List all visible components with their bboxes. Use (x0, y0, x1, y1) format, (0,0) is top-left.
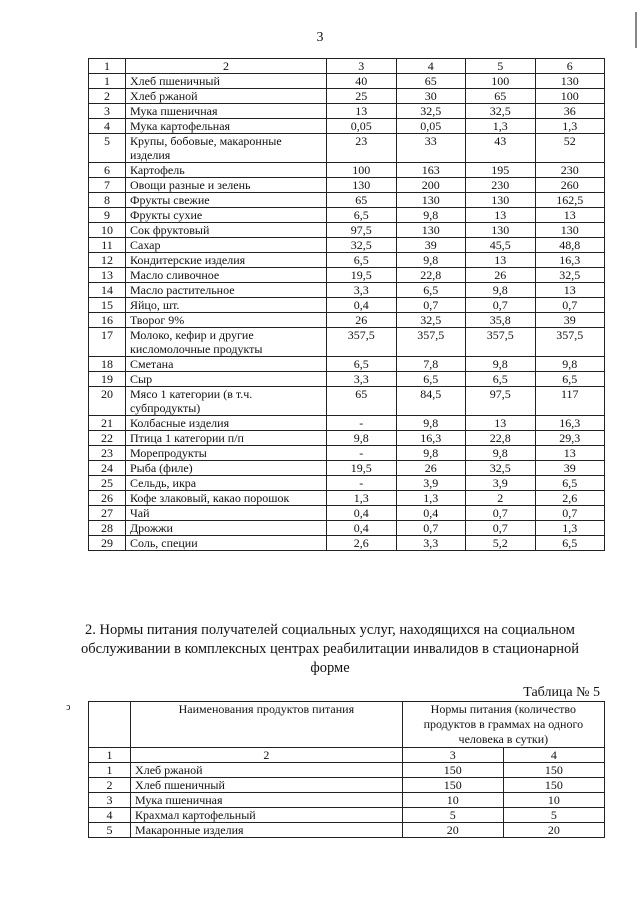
norm-value-cell: 29,3 (535, 431, 605, 446)
norm-value-cell: 0,4 (396, 506, 466, 521)
norm-value-cell: 97,5 (327, 223, 397, 238)
table-row (89, 763, 605, 778)
norm-value-cell: 357,5 (396, 328, 466, 357)
table-row (89, 223, 605, 238)
norm-value-cell: 35,8 (466, 313, 536, 328)
norm-value-cell: 6,5 (466, 372, 536, 387)
product-name-cell: Фрукты свежие (126, 193, 327, 208)
row-number-cell: 1 (89, 763, 131, 778)
product-name-cell: Масло сливочное (126, 268, 327, 283)
product-name-cell: Сок фруктовый (126, 223, 327, 238)
table-row (89, 178, 605, 193)
norm-value-cell: 150 (402, 763, 503, 778)
norm-value-cell: 0,4 (327, 298, 397, 313)
norm-value-cell: 10 (402, 793, 503, 808)
norm-value-cell: 19,5 (327, 268, 397, 283)
norm-value-cell: 45,5 (466, 238, 536, 253)
norm-value-cell: 9,8 (396, 446, 466, 461)
product-name-cell: Дрожжи (126, 521, 327, 536)
product-name-cell: Сельдь, икра (126, 476, 327, 491)
norm-value-cell: 3,9 (466, 476, 536, 491)
table-row (89, 372, 605, 387)
food-norms-table (88, 58, 605, 551)
product-name-cell: Сыр (126, 372, 327, 387)
norm-value-cell: 20 (402, 823, 503, 838)
table-row (89, 506, 605, 521)
norm-value-cell: 0,4 (327, 521, 397, 536)
norm-value-cell: 9,8 (396, 416, 466, 431)
norm-value-cell: 130 (535, 223, 605, 238)
product-name-cell: Птица 1 категории п/п (126, 431, 327, 446)
product-name-cell: Кондитерские изделия (126, 253, 327, 268)
norm-value-cell: 5 (402, 808, 503, 823)
norm-value-cell: 32,5 (327, 238, 397, 253)
norm-value-cell: 13 (466, 253, 536, 268)
table-row (89, 823, 605, 838)
section-heading: 2. Нормы питания получателей социальных услуг, находящихся на социальном обслуживании в комплексных центрах реабилитации инвалидов в стационарной форме (81, 622, 579, 676)
norm-value-cell: 65 (327, 193, 397, 208)
norm-value-cell: 65 (396, 74, 466, 89)
product-name-cell: Хлеб пшеничный (131, 778, 403, 793)
norm-value-cell: 7,8 (396, 357, 466, 372)
norm-value-cell: 32,5 (535, 268, 605, 283)
norm-value-cell: 65 (327, 387, 397, 416)
norm-value-cell: 195 (466, 163, 536, 178)
column-number-cell: 1 (89, 59, 126, 74)
column-number-cell: 6 (535, 59, 605, 74)
product-name-cell: Яйцо, шт. (126, 298, 327, 313)
table-row (89, 778, 605, 793)
norm-value-cell: 1,3 (396, 491, 466, 506)
table-row (89, 793, 605, 808)
norm-value-cell: 9,8 (396, 253, 466, 268)
table-row (89, 208, 605, 223)
norm-value-cell: 150 (402, 778, 503, 793)
row-number-cell: 3 (89, 104, 126, 119)
norm-value-cell: 36 (535, 104, 605, 119)
row-number-cell: 5 (89, 823, 131, 838)
norm-value-cell: 130 (396, 193, 466, 208)
table-row (89, 283, 605, 298)
product-name-cell: Кофе злаковый, какао порошок (126, 491, 327, 506)
column-number-cell: 1 (89, 748, 131, 763)
product-name-cell: Макаронные изделия (131, 823, 403, 838)
norm-value-cell: 6,5 (327, 357, 397, 372)
row-number-cell: 23 (89, 446, 126, 461)
norm-value-cell: 0,7 (466, 521, 536, 536)
row-number-cell: 8 (89, 193, 126, 208)
norm-value-cell: 0,4 (327, 506, 397, 521)
row-number-cell: 18 (89, 357, 126, 372)
norm-value-cell: 39 (396, 238, 466, 253)
norm-value-cell: 1,3 (535, 521, 605, 536)
row-number-cell: 14 (89, 283, 126, 298)
norm-value-cell: 13 (535, 446, 605, 461)
product-name-cell: Мука пшеничная (131, 793, 403, 808)
table-row (89, 89, 605, 104)
row-number-cell: 25 (89, 476, 126, 491)
table-numbering-row (89, 748, 605, 763)
row-number-cell: 27 (89, 506, 126, 521)
norm-value-cell: 39 (535, 313, 605, 328)
norm-value-cell: 2,6 (535, 491, 605, 506)
norm-value-cell: 230 (466, 178, 536, 193)
norm-value-cell: 26 (396, 461, 466, 476)
table-row (89, 446, 605, 461)
norm-value-cell: 32,5 (396, 104, 466, 119)
row-number-cell: 19 (89, 372, 126, 387)
norm-value-cell: 52 (535, 134, 605, 163)
column-number-cell: 2 (126, 59, 327, 74)
norm-value-cell: 357,5 (466, 328, 536, 357)
table-row (89, 134, 605, 163)
row-number-cell: 11 (89, 238, 126, 253)
norm-value-cell: 33 (396, 134, 466, 163)
row-number-cell: 5 (89, 134, 126, 163)
table-row (89, 193, 605, 208)
norm-value-cell: 200 (396, 178, 466, 193)
table-caption: Таблица № 5 (523, 685, 600, 700)
header-cell-norms: Нормы питания (количество продуктов в граммах на одного человека в сутки) (402, 702, 604, 748)
norm-value-cell: 0,7 (535, 506, 605, 521)
table-row (89, 521, 605, 536)
table-row (89, 328, 605, 357)
norm-value-cell: 32,5 (466, 461, 536, 476)
norm-value-cell: 6,5 (396, 283, 466, 298)
norm-value-cell: 1,3 (327, 491, 397, 506)
norm-value-cell: 5,2 (466, 536, 536, 551)
norm-value-cell: 100 (466, 74, 536, 89)
row-number-cell: 2 (89, 778, 131, 793)
norm-value-cell: 357,5 (327, 328, 397, 357)
row-number-cell: 21 (89, 416, 126, 431)
row-number-cell: 10 (89, 223, 126, 238)
column-number-cell: 2 (131, 748, 403, 763)
product-name-cell: Масло растительное (126, 283, 327, 298)
norm-value-cell: 130 (327, 178, 397, 193)
norm-value-cell: 3,9 (396, 476, 466, 491)
row-number-cell: 16 (89, 313, 126, 328)
margin-mark: ͻ (66, 702, 71, 713)
table-row (89, 387, 605, 416)
table-row (89, 298, 605, 313)
norm-value-cell: 6,5 (327, 208, 397, 223)
product-name-cell: Сметана (126, 357, 327, 372)
norm-value-cell: 13 (327, 104, 397, 119)
norm-value-cell: 150 (503, 778, 604, 793)
table-row (89, 313, 605, 328)
column-number-cell: 3 (402, 748, 503, 763)
norm-value-cell: 26 (466, 268, 536, 283)
norm-value-cell: 6,5 (535, 536, 605, 551)
product-name-cell: Молоко, кефир и другие кисломолочные продукты (126, 328, 327, 357)
norm-value-cell: 100 (327, 163, 397, 178)
row-number-cell: 3 (89, 793, 131, 808)
column-number-cell: 4 (503, 748, 604, 763)
row-number-cell: 24 (89, 461, 126, 476)
row-number-cell: 4 (89, 119, 126, 134)
norm-value-cell: 16,3 (535, 253, 605, 268)
norm-value-cell: 2,6 (327, 536, 397, 551)
table-header-row (89, 702, 605, 748)
row-number-cell: 15 (89, 298, 126, 313)
table-row (89, 357, 605, 372)
norm-value-cell: 13 (466, 416, 536, 431)
product-name-cell: Соль, специи (126, 536, 327, 551)
product-name-cell: Сахар (126, 238, 327, 253)
norm-value-cell: 9,8 (535, 357, 605, 372)
header-cell-product-name: Наименования продуктов питания (131, 702, 403, 748)
norm-value-cell: 117 (535, 387, 605, 416)
product-name-cell: Крупы, бобовые, макаронные изделия (126, 134, 327, 163)
table-row (89, 238, 605, 253)
product-name-cell: Мука картофельная (126, 119, 327, 134)
norm-value-cell: 6,5 (327, 253, 397, 268)
page-number: 3 (316, 30, 324, 45)
norm-value-cell: 39 (535, 461, 605, 476)
column-number-cell: 3 (327, 59, 397, 74)
row-number-cell: 4 (89, 808, 131, 823)
norm-value-cell: 3,3 (327, 372, 397, 387)
table-row (89, 163, 605, 178)
product-name-cell: Творог 9% (126, 313, 327, 328)
norm-value-cell: 23 (327, 134, 397, 163)
row-number-cell: 2 (89, 89, 126, 104)
product-name-cell: Хлеб ржаной (126, 89, 327, 104)
norm-value-cell: 19,5 (327, 461, 397, 476)
table-row (89, 536, 605, 551)
norm-value-cell: 26 (327, 313, 397, 328)
norm-value-cell: 48,8 (535, 238, 605, 253)
norm-value-cell: 5 (503, 808, 604, 823)
norm-value-cell: 65 (466, 89, 536, 104)
norm-value-cell: 130 (396, 223, 466, 238)
norm-value-cell: 10 (503, 793, 604, 808)
table-row (89, 431, 605, 446)
norm-value-cell: 0,7 (535, 298, 605, 313)
norm-value-cell: 22,8 (396, 268, 466, 283)
norm-value-cell: 9,8 (466, 357, 536, 372)
norm-value-cell: 150 (503, 763, 604, 778)
row-number-cell: 9 (89, 208, 126, 223)
norm-value-cell: - (327, 416, 397, 431)
norm-value-cell: 0,7 (466, 506, 536, 521)
column-number-cell: 5 (466, 59, 536, 74)
norm-value-cell: 13 (535, 208, 605, 223)
norm-value-cell: 30 (396, 89, 466, 104)
row-number-cell: 13 (89, 268, 126, 283)
norm-value-cell: 100 (535, 89, 605, 104)
norm-value-cell: 0,05 (396, 119, 466, 134)
table-row (89, 268, 605, 283)
norm-value-cell: 0,7 (466, 298, 536, 313)
norm-value-cell: 13 (535, 283, 605, 298)
row-number-cell: 28 (89, 521, 126, 536)
product-name-cell: Картофель (126, 163, 327, 178)
product-name-cell: Фрукты сухие (126, 208, 327, 223)
norm-value-cell: 9,8 (466, 446, 536, 461)
row-number-cell: 22 (89, 431, 126, 446)
norm-value-cell: 9,8 (466, 283, 536, 298)
norm-value-cell: 3,3 (396, 536, 466, 551)
norm-value-cell: 16,3 (535, 416, 605, 431)
norm-value-cell: 25 (327, 89, 397, 104)
table-row (89, 461, 605, 476)
product-name-cell: Рыба (филе) (126, 461, 327, 476)
table-row (89, 104, 605, 119)
norm-value-cell: 20 (503, 823, 604, 838)
norm-value-cell: - (327, 446, 397, 461)
norm-value-cell: 97,5 (466, 387, 536, 416)
norm-value-cell: 13 (466, 208, 536, 223)
norm-value-cell: 9,8 (327, 431, 397, 446)
row-number-cell: 12 (89, 253, 126, 268)
row-number-cell: 20 (89, 387, 126, 416)
norm-value-cell: 130 (535, 74, 605, 89)
row-number-cell: 17 (89, 328, 126, 357)
norm-value-cell: - (327, 476, 397, 491)
table-row (89, 416, 605, 431)
row-number-cell: 7 (89, 178, 126, 193)
norm-value-cell: 6,5 (535, 476, 605, 491)
header-cell-blank (89, 702, 131, 748)
table-row (89, 119, 605, 134)
norm-value-cell: 0,05 (327, 119, 397, 134)
product-name-cell: Чай (126, 506, 327, 521)
norm-value-cell: 1,3 (466, 119, 536, 134)
norm-value-cell: 163 (396, 163, 466, 178)
norm-value-cell: 32,5 (396, 313, 466, 328)
table-row (89, 74, 605, 89)
product-name-cell: Колбасные изделия (126, 416, 327, 431)
table-row (89, 476, 605, 491)
norm-value-cell: 9,8 (396, 208, 466, 223)
norm-value-cell: 22,8 (466, 431, 536, 446)
norm-value-cell: 6,5 (535, 372, 605, 387)
norm-value-cell: 40 (327, 74, 397, 89)
norm-value-cell: 84,5 (396, 387, 466, 416)
product-name-cell: Морепродукты (126, 446, 327, 461)
norm-value-cell: 0,7 (396, 521, 466, 536)
norm-value-cell: 2 (466, 491, 536, 506)
norm-value-cell: 162,5 (535, 193, 605, 208)
rehab-centers-norms-table (88, 701, 605, 838)
norm-value-cell: 130 (466, 193, 536, 208)
norm-value-cell: 0,7 (396, 298, 466, 313)
row-number-cell: 29 (89, 536, 126, 551)
row-number-cell: 26 (89, 491, 126, 506)
norm-value-cell: 16,3 (396, 431, 466, 446)
table-row (89, 491, 605, 506)
norm-value-cell: 6,5 (396, 372, 466, 387)
table-header-row (89, 59, 605, 74)
product-name-cell: Овощи разные и зелень (126, 178, 327, 193)
norm-value-cell: 260 (535, 178, 605, 193)
scan-edge-mark (635, 12, 637, 48)
product-name-cell: Хлеб пшеничный (126, 74, 327, 89)
norm-value-cell: 43 (466, 134, 536, 163)
product-name-cell: Мука пшеничная (126, 104, 327, 119)
product-name-cell: Мясо 1 категории (в т.ч. субпродукты) (126, 387, 327, 416)
norm-value-cell: 3,3 (327, 283, 397, 298)
product-name-cell: Хлеб ржаной (131, 763, 403, 778)
norm-value-cell: 230 (535, 163, 605, 178)
table-row (89, 808, 605, 823)
table-row (89, 253, 605, 268)
norm-value-cell: 357,5 (535, 328, 605, 357)
column-number-cell: 4 (396, 59, 466, 74)
norm-value-cell: 1,3 (535, 119, 605, 134)
row-number-cell: 1 (89, 74, 126, 89)
norm-value-cell: 130 (466, 223, 536, 238)
product-name-cell: Крахмал картофельный (131, 808, 403, 823)
row-number-cell: 6 (89, 163, 126, 178)
norm-value-cell: 32,5 (466, 104, 536, 119)
